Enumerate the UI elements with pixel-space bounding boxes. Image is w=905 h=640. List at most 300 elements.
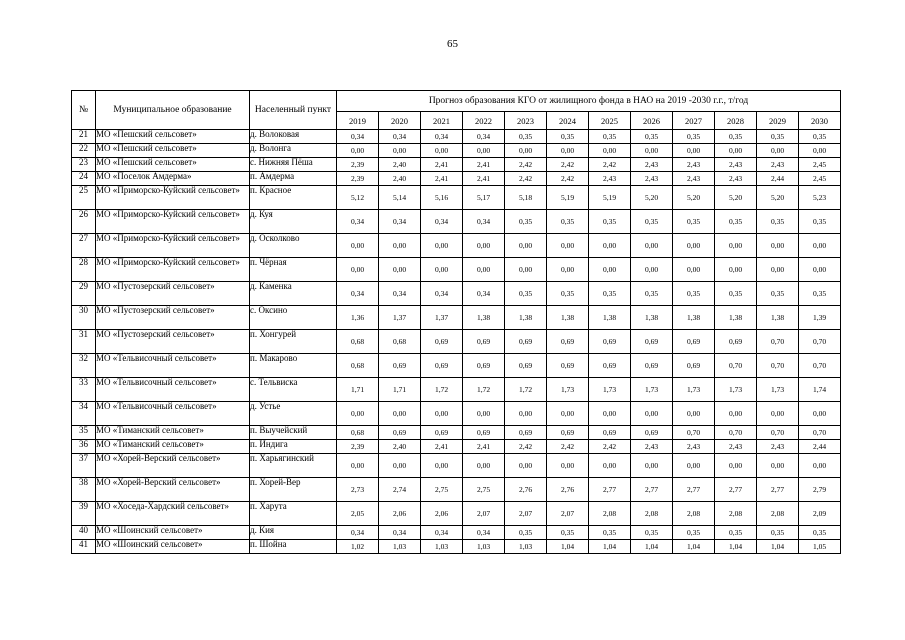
value-cell: 0,00 <box>505 144 547 158</box>
value-cell: 1,37 <box>421 306 463 330</box>
value-cell: 0,69 <box>505 354 547 378</box>
value-cell: 2,77 <box>673 478 715 502</box>
value-cell: 1,04 <box>715 540 757 554</box>
value-cell: 5,19 <box>547 186 589 210</box>
settlement-cell: с. Оксино <box>250 306 337 330</box>
value-cell: 0,70 <box>757 330 799 354</box>
value-cell: 0,35 <box>547 526 589 540</box>
year-header: 2024 <box>547 112 589 130</box>
settlement-cell: п. Красное <box>250 186 337 210</box>
row-number: 39 <box>72 502 96 526</box>
value-cell: 0,00 <box>799 402 841 426</box>
value-cell: 0,70 <box>757 354 799 378</box>
header-forecast: Прогноз образования КГО от жилищного фонда в НАО на 2019 -2030 г.г., т/год <box>337 91 841 112</box>
value-cell: 0,00 <box>337 234 379 258</box>
municipality-cell: МО «Пешский сельсовет» <box>96 130 250 144</box>
value-cell: 0,69 <box>547 426 589 440</box>
value-cell: 1,03 <box>505 540 547 554</box>
value-cell: 0,00 <box>589 402 631 426</box>
table-row <box>72 258 841 282</box>
value-cell: 5,12 <box>337 186 379 210</box>
value-cell: 2,76 <box>547 478 589 502</box>
value-cell: 0,34 <box>337 526 379 540</box>
row-number: 40 <box>72 526 96 540</box>
value-cell: 5,23 <box>799 186 841 210</box>
year-header: 2026 <box>631 112 673 130</box>
value-cell: 0,69 <box>463 330 505 354</box>
value-cell: 0,00 <box>757 234 799 258</box>
municipality-cell: МО «Приморско-Куйский сельсовет» <box>96 210 250 234</box>
value-cell: 0,35 <box>631 130 673 144</box>
value-cell: 0,00 <box>715 454 757 478</box>
value-cell: 0,35 <box>715 210 757 234</box>
value-cell: 0,00 <box>589 454 631 478</box>
value-cell: 0,34 <box>337 282 379 306</box>
value-cell: 0,35 <box>799 210 841 234</box>
year-header: 2019 <box>337 112 379 130</box>
value-cell: 0,69 <box>547 354 589 378</box>
value-cell: 5,20 <box>757 186 799 210</box>
value-cell: 0,35 <box>757 210 799 234</box>
value-cell: 2,42 <box>547 172 589 186</box>
value-cell: 1,04 <box>589 540 631 554</box>
value-cell: 2,42 <box>547 440 589 454</box>
row-number: 24 <box>72 172 96 186</box>
value-cell: 1,73 <box>547 378 589 402</box>
municipality-cell: МО «Тиманский сельсовет» <box>96 426 250 440</box>
value-cell: 0,34 <box>421 210 463 234</box>
value-cell: 0,69 <box>421 426 463 440</box>
value-cell: 0,00 <box>757 402 799 426</box>
value-cell: 2,40 <box>379 440 421 454</box>
value-cell: 0,34 <box>337 210 379 234</box>
value-cell: 0,00 <box>337 144 379 158</box>
row-number: 36 <box>72 440 96 454</box>
row-number: 28 <box>72 258 96 282</box>
value-cell: 0,00 <box>505 454 547 478</box>
value-cell: 2,39 <box>337 158 379 172</box>
value-cell: 0,35 <box>547 282 589 306</box>
value-cell: 2,42 <box>547 158 589 172</box>
value-cell: 0,69 <box>589 330 631 354</box>
settlement-cell: д. Куя <box>250 210 337 234</box>
value-cell: 0,00 <box>631 234 673 258</box>
value-cell: 2,77 <box>589 478 631 502</box>
row-number: 37 <box>72 454 96 478</box>
value-cell: 0,00 <box>799 454 841 478</box>
settlement-cell: д. Волоковая <box>250 130 337 144</box>
value-cell: 0,68 <box>337 426 379 440</box>
value-cell: 2,77 <box>757 478 799 502</box>
table-row <box>72 426 841 440</box>
value-cell: 0,00 <box>421 144 463 158</box>
row-number: 33 <box>72 378 96 402</box>
value-cell: 2,43 <box>715 440 757 454</box>
value-cell: 0,00 <box>673 258 715 282</box>
value-cell: 0,35 <box>589 282 631 306</box>
value-cell: 2,76 <box>505 478 547 502</box>
municipality-cell: МО «Приморско-Куйский сельсовет» <box>96 186 250 210</box>
value-cell: 0,69 <box>631 330 673 354</box>
value-cell: 2,43 <box>757 440 799 454</box>
value-cell: 2,43 <box>631 158 673 172</box>
municipality-cell: МО «Шоинский сельсовет» <box>96 540 250 554</box>
value-cell: 1,03 <box>463 540 505 554</box>
value-cell: 5,17 <box>463 186 505 210</box>
table-row <box>72 210 841 234</box>
value-cell: 2,41 <box>421 158 463 172</box>
value-cell: 1,04 <box>547 540 589 554</box>
value-cell: 0,00 <box>757 144 799 158</box>
table-row <box>72 234 841 258</box>
table-row <box>72 440 841 454</box>
value-cell: 1,04 <box>631 540 673 554</box>
settlement-cell: п. Шойна <box>250 540 337 554</box>
value-cell: 0,69 <box>631 354 673 378</box>
value-cell: 2,42 <box>589 440 631 454</box>
value-cell: 5,16 <box>421 186 463 210</box>
value-cell: 0,00 <box>715 402 757 426</box>
value-cell: 1,72 <box>505 378 547 402</box>
value-cell: 1,71 <box>379 378 421 402</box>
value-cell: 0,69 <box>505 330 547 354</box>
value-cell: 2,79 <box>799 478 841 502</box>
table-row <box>72 172 841 186</box>
table-row <box>72 130 841 144</box>
value-cell: 0,00 <box>379 258 421 282</box>
value-cell: 2,08 <box>673 502 715 526</box>
value-cell: 2,43 <box>631 172 673 186</box>
value-cell: 0,70 <box>673 426 715 440</box>
value-cell: 0,00 <box>505 258 547 282</box>
value-cell: 0,00 <box>631 402 673 426</box>
value-cell: 0,69 <box>631 426 673 440</box>
table-row <box>72 186 841 210</box>
value-cell: 0,00 <box>421 402 463 426</box>
value-cell: 0,00 <box>463 402 505 426</box>
municipality-cell: МО «Тельвисочный сельсовет» <box>96 378 250 402</box>
value-cell: 2,41 <box>463 440 505 454</box>
value-cell: 0,34 <box>421 282 463 306</box>
header-settlement: Населенный пункт <box>250 91 337 130</box>
value-cell: 2,40 <box>379 158 421 172</box>
value-cell: 0,35 <box>589 130 631 144</box>
value-cell: 0,00 <box>379 144 421 158</box>
value-cell: 1,04 <box>757 540 799 554</box>
value-cell: 5,20 <box>673 186 715 210</box>
value-cell: 0,00 <box>757 258 799 282</box>
value-cell: 0,00 <box>505 234 547 258</box>
value-cell: 5,19 <box>589 186 631 210</box>
value-cell: 0,00 <box>547 402 589 426</box>
year-header: 2027 <box>673 112 715 130</box>
row-number: 35 <box>72 426 96 440</box>
value-cell: 0,35 <box>715 526 757 540</box>
table-row <box>72 306 841 330</box>
value-cell: 1,72 <box>421 378 463 402</box>
header-municipality: Муниципальное образование <box>96 91 250 130</box>
year-header: 2022 <box>463 112 505 130</box>
value-cell: 1,73 <box>589 378 631 402</box>
value-cell: 0,35 <box>631 210 673 234</box>
value-cell: 0,34 <box>379 130 421 144</box>
value-cell: 0,34 <box>379 282 421 306</box>
value-cell: 0,00 <box>673 454 715 478</box>
value-cell: 0,68 <box>337 330 379 354</box>
settlement-cell: п. Харьягинский <box>250 454 337 478</box>
year-header: 2023 <box>505 112 547 130</box>
settlement-cell: п. Харута <box>250 502 337 526</box>
value-cell: 0,70 <box>715 354 757 378</box>
value-cell: 0,35 <box>589 210 631 234</box>
value-cell: 0,00 <box>337 258 379 282</box>
value-cell: 2,08 <box>715 502 757 526</box>
value-cell: 2,73 <box>337 478 379 502</box>
value-cell: 0,34 <box>379 210 421 234</box>
year-header: 2020 <box>379 112 421 130</box>
value-cell: 0,34 <box>337 130 379 144</box>
value-cell: 1,38 <box>589 306 631 330</box>
settlement-cell: п. Хонгурей <box>250 330 337 354</box>
value-cell: 1,74 <box>799 378 841 402</box>
value-cell: 2,05 <box>337 502 379 526</box>
value-cell: 1,38 <box>715 306 757 330</box>
settlement-cell: п. Выучейский <box>250 426 337 440</box>
value-cell: 0,00 <box>379 234 421 258</box>
value-cell: 0,00 <box>547 454 589 478</box>
value-cell: 0,35 <box>673 282 715 306</box>
value-cell: 2,41 <box>421 172 463 186</box>
value-cell: 0,00 <box>463 234 505 258</box>
year-header: 2021 <box>421 112 463 130</box>
value-cell: 2,43 <box>715 172 757 186</box>
settlement-cell: с. Нижняя Пёша <box>250 158 337 172</box>
value-cell: 0,35 <box>799 130 841 144</box>
value-cell: 0,35 <box>673 130 715 144</box>
value-cell: 0,00 <box>673 144 715 158</box>
value-cell: 0,00 <box>757 454 799 478</box>
row-number: 31 <box>72 330 96 354</box>
settlement-cell: п. Чёрная <box>250 258 337 282</box>
value-cell: 2,74 <box>379 478 421 502</box>
value-cell: 2,43 <box>757 158 799 172</box>
value-cell: 2,08 <box>589 502 631 526</box>
value-cell: 0,35 <box>757 130 799 144</box>
value-cell: 2,42 <box>505 440 547 454</box>
table-row <box>72 526 841 540</box>
municipality-cell: МО «Приморско-Куйский сельсовет» <box>96 258 250 282</box>
row-number: 22 <box>72 144 96 158</box>
value-cell: 0,35 <box>799 526 841 540</box>
value-cell: 2,43 <box>673 172 715 186</box>
value-cell: 0,35 <box>715 282 757 306</box>
value-cell: 0,35 <box>589 526 631 540</box>
value-cell: 0,00 <box>421 234 463 258</box>
value-cell: 0,69 <box>673 330 715 354</box>
value-cell: 0,35 <box>547 130 589 144</box>
value-cell: 2,07 <box>547 502 589 526</box>
row-number: 27 <box>72 234 96 258</box>
value-cell: 1,37 <box>379 306 421 330</box>
row-number: 26 <box>72 210 96 234</box>
value-cell: 0,00 <box>547 144 589 158</box>
value-cell: 2,06 <box>421 502 463 526</box>
value-cell: 5,20 <box>715 186 757 210</box>
value-cell: 2,40 <box>379 172 421 186</box>
value-cell: 0,70 <box>715 426 757 440</box>
value-cell: 1,71 <box>337 378 379 402</box>
row-number: 41 <box>72 540 96 554</box>
table-row <box>72 540 841 554</box>
value-cell: 0,00 <box>631 454 673 478</box>
value-cell: 0,69 <box>379 426 421 440</box>
settlement-cell: д. Волонга <box>250 144 337 158</box>
value-cell: 0,69 <box>589 354 631 378</box>
value-cell: 2,42 <box>505 158 547 172</box>
value-cell: 0,69 <box>547 330 589 354</box>
value-cell: 1,73 <box>757 378 799 402</box>
municipality-cell: МО «Пустозерский сельсовет» <box>96 330 250 354</box>
value-cell: 0,00 <box>673 402 715 426</box>
value-cell: 0,00 <box>421 454 463 478</box>
value-cell: 2,42 <box>505 172 547 186</box>
value-cell: 0,34 <box>421 130 463 144</box>
row-number: 21 <box>72 130 96 144</box>
value-cell: 0,35 <box>757 526 799 540</box>
value-cell: 0,00 <box>799 258 841 282</box>
value-cell: 0,35 <box>631 282 673 306</box>
value-cell: 0,00 <box>799 234 841 258</box>
value-cell: 2,75 <box>421 478 463 502</box>
value-cell: 0,35 <box>757 282 799 306</box>
value-cell: 0,00 <box>337 402 379 426</box>
value-cell: 2,41 <box>463 158 505 172</box>
value-cell: 0,35 <box>673 526 715 540</box>
value-cell: 0,34 <box>421 526 463 540</box>
municipality-cell: МО «Шоинский сельсовет» <box>96 526 250 540</box>
municipality-cell: МО «Хоседа-Хардский сельсовет» <box>96 502 250 526</box>
value-cell: 2,75 <box>463 478 505 502</box>
value-cell: 2,43 <box>589 172 631 186</box>
value-cell: 1,03 <box>421 540 463 554</box>
value-cell: 0,70 <box>799 426 841 440</box>
table-row <box>72 402 841 426</box>
value-cell: 1,38 <box>505 306 547 330</box>
value-cell: 0,69 <box>421 330 463 354</box>
value-cell: 2,77 <box>631 478 673 502</box>
municipality-cell: МО «Тельвисочный сельсовет» <box>96 354 250 378</box>
value-cell: 1,38 <box>673 306 715 330</box>
value-cell: 0,34 <box>463 282 505 306</box>
value-cell: 1,38 <box>463 306 505 330</box>
value-cell: 2,43 <box>673 440 715 454</box>
value-cell: 0,00 <box>379 402 421 426</box>
municipality-cell: МО «Пешский сельсовет» <box>96 144 250 158</box>
value-cell: 0,68 <box>379 330 421 354</box>
row-number: 23 <box>72 158 96 172</box>
value-cell: 0,00 <box>799 144 841 158</box>
value-cell: 0,00 <box>463 144 505 158</box>
settlement-cell: п. Индига <box>250 440 337 454</box>
value-cell: 0,69 <box>379 354 421 378</box>
value-cell: 2,42 <box>589 158 631 172</box>
value-cell: 0,00 <box>421 258 463 282</box>
settlement-cell: д. Кия <box>250 526 337 540</box>
municipality-cell: МО «Пустозерский сельсовет» <box>96 306 250 330</box>
value-cell: 2,09 <box>799 502 841 526</box>
table-row <box>72 378 841 402</box>
municipality-cell: МО «Приморско-Куйский сельсовет» <box>96 234 250 258</box>
year-header: 2028 <box>715 112 757 130</box>
value-cell: 1,38 <box>547 306 589 330</box>
value-cell: 0,00 <box>589 144 631 158</box>
table-row <box>72 330 841 354</box>
value-cell: 0,00 <box>547 258 589 282</box>
value-cell: 1,38 <box>631 306 673 330</box>
value-cell: 0,35 <box>631 526 673 540</box>
value-cell: 0,00 <box>463 258 505 282</box>
value-cell: 2,06 <box>379 502 421 526</box>
municipality-cell: МО «Тельвисочный сельсовет» <box>96 402 250 426</box>
value-cell: 1,36 <box>337 306 379 330</box>
value-cell: 0,00 <box>547 234 589 258</box>
value-cell: 0,35 <box>799 282 841 306</box>
value-cell: 2,39 <box>337 440 379 454</box>
value-cell: 0,00 <box>715 258 757 282</box>
table-row <box>72 454 841 478</box>
value-cell: 1,03 <box>379 540 421 554</box>
table-row <box>72 502 841 526</box>
value-cell: 0,69 <box>463 354 505 378</box>
value-cell: 2,44 <box>799 440 841 454</box>
value-cell: 0,69 <box>673 354 715 378</box>
row-number: 32 <box>72 354 96 378</box>
value-cell: 0,35 <box>505 210 547 234</box>
municipality-cell: МО «Пешский сельсовет» <box>96 158 250 172</box>
value-cell: 0,69 <box>505 426 547 440</box>
table-row <box>72 282 841 306</box>
value-cell: 0,34 <box>463 526 505 540</box>
value-cell: 2,43 <box>631 440 673 454</box>
value-cell: 2,41 <box>421 440 463 454</box>
value-cell: 2,43 <box>673 158 715 172</box>
value-cell: 2,08 <box>757 502 799 526</box>
value-cell: 5,14 <box>379 186 421 210</box>
settlement-cell: п. Макарово <box>250 354 337 378</box>
value-cell: 1,05 <box>799 540 841 554</box>
row-number: 30 <box>72 306 96 330</box>
value-cell: 0,00 <box>715 144 757 158</box>
value-cell: 1,04 <box>673 540 715 554</box>
value-cell: 0,35 <box>715 130 757 144</box>
table-row <box>72 158 841 172</box>
value-cell: 0,00 <box>589 234 631 258</box>
table-row <box>72 144 841 158</box>
page-number: 65 <box>447 38 458 50</box>
value-cell: 2,45 <box>799 172 841 186</box>
row-number: 29 <box>72 282 96 306</box>
value-cell: 0,70 <box>799 354 841 378</box>
municipality-cell: МО «Тиманский сельсовет» <box>96 440 250 454</box>
value-cell: 0,69 <box>589 426 631 440</box>
value-cell: 0,35 <box>673 210 715 234</box>
value-cell: 2,43 <box>715 158 757 172</box>
year-header: 2029 <box>757 112 799 130</box>
value-cell: 1,73 <box>631 378 673 402</box>
value-cell: 2,45 <box>799 158 841 172</box>
value-cell: 0,00 <box>715 234 757 258</box>
value-cell: 0,69 <box>463 426 505 440</box>
